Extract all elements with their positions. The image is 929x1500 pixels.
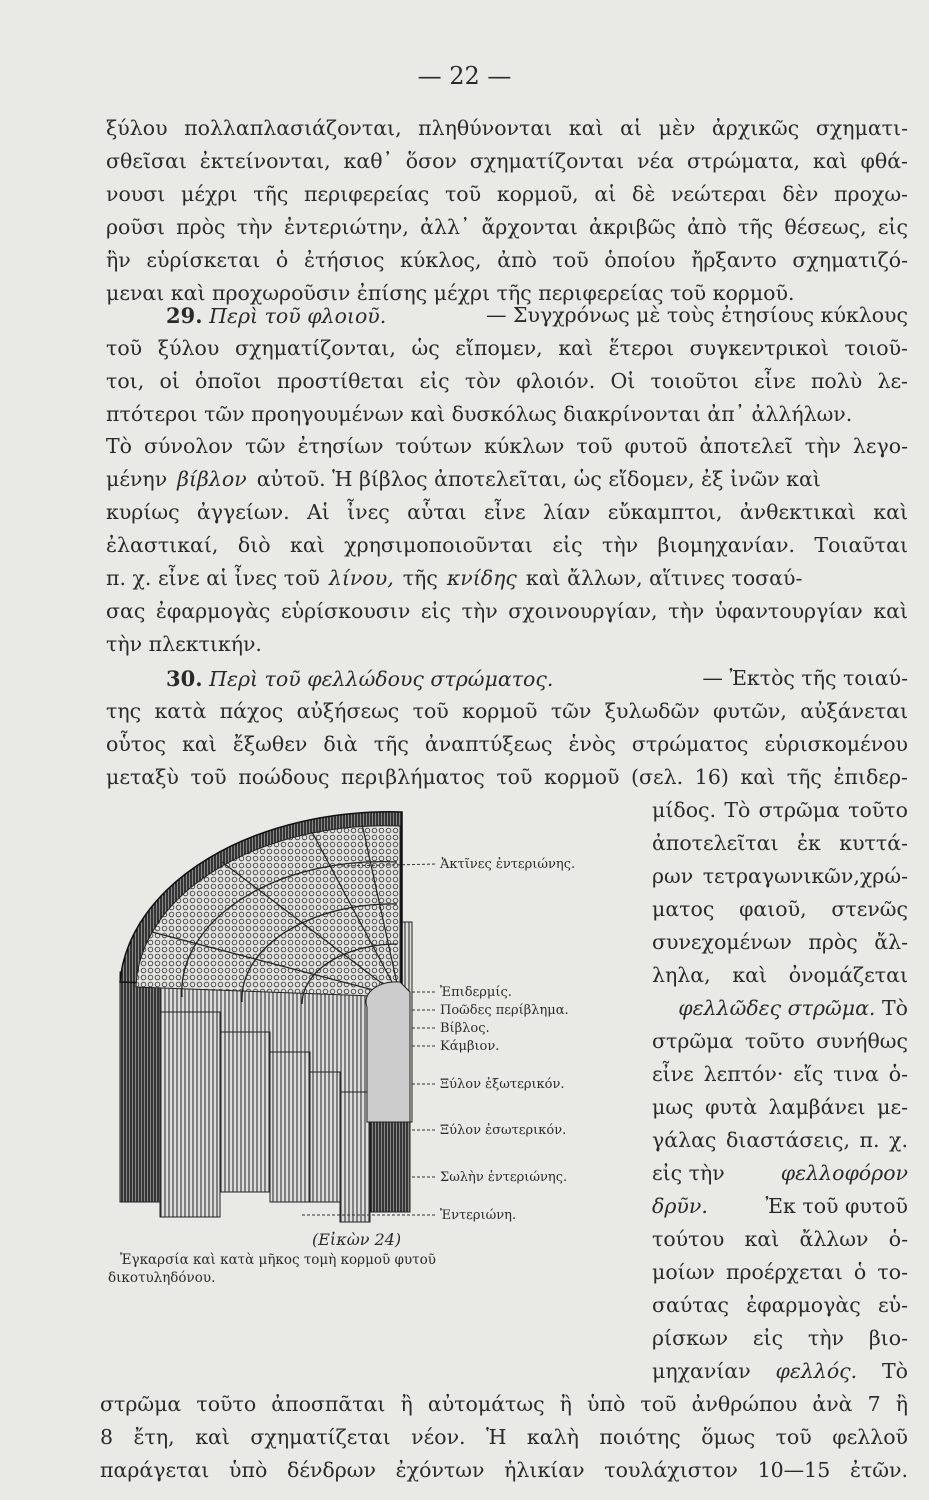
text-line: οὗτος καὶ ἔξωθεν διὰ τῆς ἀναπτύξεως ἑνὸς στρώματος εὑρισκομένου [106,732,908,756]
text-line: ληλα, καὶ ὀνομάζεται [652,963,908,987]
text-line: σαύτας ἐφαρμογὰς εὑ- [652,1293,908,1317]
text-line: ρίσκων εἰς τὴν βιο- [652,1326,908,1350]
text-line: συνεχομένων πρὸς ἄλ- [652,930,908,954]
text-line [106,463,908,496]
section-29-heading [166,299,908,333]
text-line: ἣν εὑρίσκεται ὁ ἐτήσιος κύκλος, ἀπὸ τοῦ ὁποίου ἤρξαντο σχηματιζό- [106,248,908,272]
text-line [652,1190,908,1223]
section-title: Περὶ τοῦ φελλώδους στρώματος. [209,667,554,691]
page-number: — 22 — [417,62,512,90]
italic-term: φελλός. [775,1359,858,1383]
text-span: μηχανίαν [652,1359,751,1383]
figure-caption: δικοτυληδόνου. [108,1270,216,1286]
figure-label: Ξύλον ἐξωτερικόν. [440,1077,565,1092]
figure-label: Ἐπιδερμίς. [440,985,512,1000]
text-line: της κατὰ πάχος αὐξήσεως τοῦ κορμοῦ τῶν ξυλωδῶν φυτῶν, αὐξάνεται [106,699,908,723]
text-line: ματος φαιοῦ, στενῶς [652,897,908,921]
section-title: Περὶ τοῦ φλοιοῦ. [209,304,387,328]
text-line [652,1157,908,1190]
text-span: π. χ. εἶνε αἱ ἶνες τοῦ [106,566,320,590]
text-line: ἀποτελεῖται ἐκ κυττά- [652,831,908,855]
text-line: μοίων προέρχεται ὁ το- [652,1260,908,1284]
text-line: παράγεται ὑπὸ δένδρων ἐχόντων ἡλικίαν τουλάχιστον 10—15 ἐτῶν. [100,1458,908,1482]
text-line: ἐλαστικαί, διὸ καὶ χρησιμοποιοῦνται εἰς τὴν βιομηχανίαν. Τοιαῦται [106,533,908,557]
text-line: σας ἐφαρμογὰς εὑρίσκουσιν εἰς τὴν σχοινουργίαν, τὴν ὑφαντουργίαν καὶ [106,599,908,623]
text-line: γάλας διαστάσεις, π. χ. [652,1128,908,1152]
text-line: στρῶμα τοῦτο ἀποσπᾶται ἢ αὐτομάτως ἢ ὑπὸ τοῦ ἀνθρώπου ἀνὰ 7 ἢ [100,1392,908,1416]
stem-cross-section-figure [112,792,442,1247]
italic-term: βίβλον [177,467,247,491]
text-line: τὴν πλεκτικήν. [106,632,262,656]
text-line: ρων τετραγωνικῶν,χρώ- [652,864,908,888]
text-line: τοι, οἱ ὁποῖοι προστίθεται εἰς τὸν φλοιόν. Οἱ τοιοῦτοι εἶνε πολὺ λε- [106,369,908,393]
text-line: 8 ἔτη, καὶ σχηματίζεται νέον. Ἡ καλὴ ποιότης ὅμως τοῦ φελλοῦ [100,1425,908,1449]
text-line: τούτου καὶ ἄλλων ὁ- [652,1227,908,1251]
text-line: — Συγχρόνως μὲ τοὺς ἐτησίους κύκλους [485,303,908,327]
figure-label: Ἐντεριώνη. [440,1208,517,1223]
text-line: ροῦσι πρὸς τὴν ἐντεριώτην, ἀλλ᾽ ἄρχονται ἀκριβῶς ἀπὸ τῆς θέσεως, εἰς [106,215,908,239]
text-span: Τὸ [881,996,908,1020]
text-line: τοῦ ξύλου σχηματίζονται, ὡς εἴπομεν, καὶ ἕτεροι συγκεντρικοὶ τοιοῦ- [106,336,908,360]
text-line: μεναι καὶ προχωροῦσιν ἐπίσης μέχρι τῆς περιφερείας τοῦ κορμοῦ. [106,281,795,305]
figure-label: Ἀκτῖνες ἐντεριώνης. [440,857,576,872]
text-line: μεταξὺ τοῦ ποώδους περιβλήματος τοῦ κορμοῦ (σελ. 16) καὶ τῆς ἐπιδερ- [106,765,908,789]
section-number: 29. [166,303,203,328]
text-span: μένην [106,467,168,491]
figure-number: (Εἰκὼν 24) [312,1230,402,1249]
figure-label: Κάμβιον. [440,1039,500,1054]
text-line: εἶνε λεπτόν· εἴς τινα ὁ- [652,1062,908,1086]
text-line: πτότεροι τῶν προηγουμένων καὶ δυσκόλως διακρίνονται ἀπ᾽ ἀλλήλων. [106,402,853,426]
text-line: νουσι μέχρι τῆς περιφερείας τοῦ κορμοῦ, αἱ δὲ νεώτεραι δὲν προχω- [106,182,908,206]
text-span: τῆς [402,566,438,590]
text-span: Ἐκ τοῦ φυτοῦ [765,1194,908,1218]
section-number: 30. [166,666,203,691]
text-line: στρῶμα τοῦτο συνήθως [652,1029,908,1053]
text-line [106,562,908,595]
text-line [652,1355,908,1388]
italic-term: λίνου, [328,566,394,590]
figure-label: Ποῶδες περίβλημα. [440,1003,569,1018]
text-line: Τὸ σύνολον τῶν ἐτησίων τούτων κύκλων τοῦ φυτοῦ ἀποτελεῖ τὴν λεγο- [106,434,908,458]
text-line: σθεῖσαι ἐκτείνονται, καθ᾽ ὅσον σχηματίζονται νέα στρώματα, καὶ φθά- [106,149,908,173]
figure-label: Σωλὴν ἐντεριώνης. [440,1170,568,1185]
text-span: αὐτοῦ. Ἡ βίβλος ἀποτελεῖται, ὡς εἴδομεν, ἐξ ἰνῶν καὶ [256,467,821,491]
text-line [652,992,908,1025]
text-line: μως φυτὰ λαμβάνει με- [652,1095,908,1119]
text-line: κυρίως ἀγγείων. Αἱ ἶνες αὗται εἶνε λίαν εὔκαμπτοι, ἀνθεκτικαὶ καὶ [106,500,908,524]
figure-caption: Ἐγκαρσία καὶ κατὰ μῆκος τομὴ κορμοῦ φυτοῦ [120,1252,436,1268]
text-span: εἰς τὴν [652,1161,725,1185]
italic-term: φελλοφόρον [780,1161,908,1185]
section-30-heading [166,662,908,696]
text-line: μίδος. Τὸ στρῶμα τοῦτο [652,798,908,822]
text-line: — Ἐκτὸς τῆς τοιαύ- [702,666,908,690]
text-line: ξύλου πολλαπλασιάζονται, πληθύνονται καὶ αἱ μὲν ἀρχικῶς σχηματι- [106,116,908,140]
figure-label: Ξύλον ἐσωτερικόν. [440,1123,567,1138]
italic-term: κνίδης [446,566,517,590]
text-span: καὶ ἄλλων, αἵτινες τοσαύ- [525,566,803,590]
italic-term: δρῦν. [652,1194,708,1218]
italic-term: φελλῶδες στρῶμα. [678,996,876,1020]
figure-label: Βίβλος. [440,1021,490,1036]
text-span: Τὸ [881,1359,908,1383]
